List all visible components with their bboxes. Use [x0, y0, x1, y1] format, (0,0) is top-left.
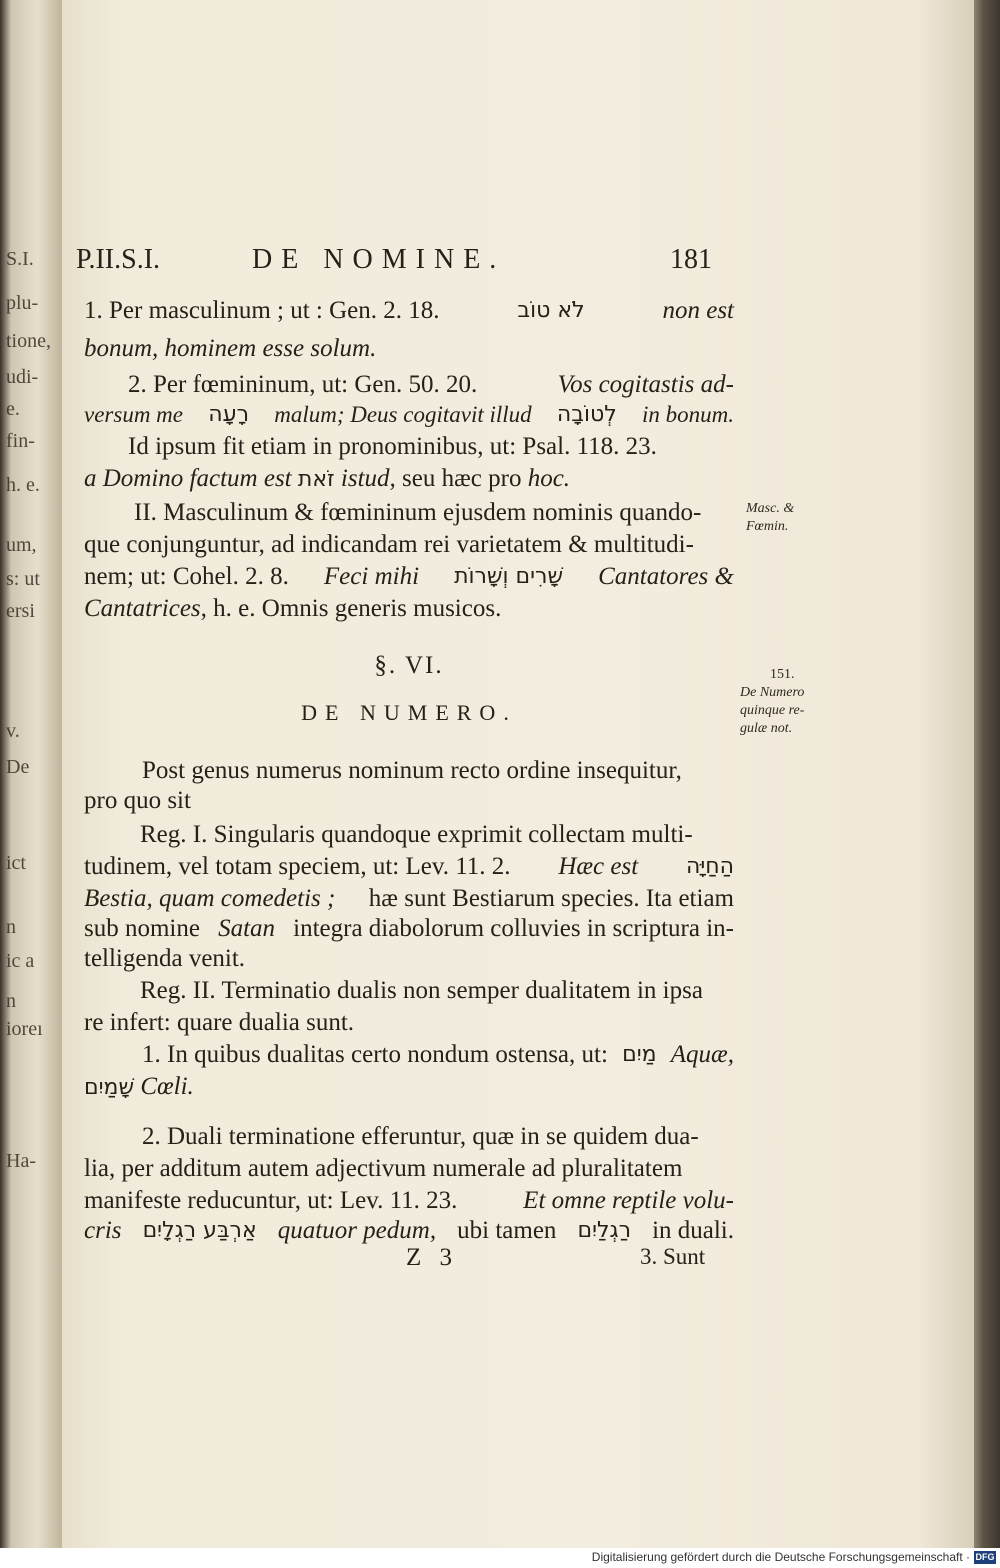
margin-note: [740, 666, 830, 738]
hebrew-text: שָׁרִים וְשָׁרוֹת: [454, 564, 564, 589]
hebrew-text: מַיִם: [622, 1042, 657, 1067]
hebrew-text: אַרְבַּע רַגְלָיִם: [142, 1218, 257, 1243]
text-line: [84, 820, 734, 850]
text-segment: telligenda venit.: [84, 945, 246, 972]
italic-text: Et omne reptile volu-: [523, 1187, 734, 1214]
margin-note-line: De Numero: [740, 685, 805, 700]
text-segment: II. Masculinum & fœmininum ejusdem nominis quando-: [134, 499, 702, 526]
text-line: [84, 1154, 734, 1184]
italic-text: Cantatores &: [598, 563, 734, 590]
text-line: [84, 498, 734, 528]
italic-text: versum me: [84, 402, 183, 427]
left-fragment: fin-: [6, 430, 35, 452]
italic-text: hoc.: [527, 465, 571, 492]
left-fragment: udi-: [6, 366, 39, 388]
text-segment: Post genus numerus nominum recto ordine insequitur,: [142, 757, 682, 784]
left-fragment: n: [6, 916, 16, 938]
text-segment: manifeste reducuntur, ut: Lev. 11. 23.: [84, 1187, 458, 1214]
text-segment: Reg. I. Singularis quandoque exprimit collectam multi-: [140, 821, 693, 848]
hebrew-text: רָעָה: [208, 402, 249, 427]
text-segment: 1. In quibus dualitas certo nondum ostensa, ut:: [142, 1041, 608, 1068]
footer-text: Digitalisierung gefördert durch die Deutsche Forschungsgemeinschaft ·: [591, 1550, 970, 1564]
text-segment: sub nomine: [84, 915, 200, 942]
text-segment: h. e. Omnis generis musicos.: [213, 595, 502, 622]
text-line: [84, 756, 734, 786]
italic-text: quatuor pedum,: [277, 1217, 437, 1244]
text-segment: integra diabolorum colluvies in scriptura in-: [293, 915, 734, 942]
text-line: [84, 786, 734, 816]
left-fragment: ersi: [6, 600, 35, 622]
text-segment: que conjunguntur, ad indicandam rei varietatem & multitudi-: [84, 531, 694, 558]
text-line: [84, 562, 734, 592]
left-fragment: e.: [6, 398, 20, 420]
digitization-footer: [0, 1548, 1000, 1568]
section-heading: DE NUMERO.: [301, 700, 517, 725]
left-fragment: h. e.: [6, 474, 40, 496]
left-fragment: n: [6, 990, 16, 1012]
italic-text: istud,: [340, 465, 396, 492]
section-number: §. VI.: [374, 652, 444, 679]
text-line: [84, 976, 734, 1006]
hebrew-text: זֹאת: [297, 467, 335, 492]
italic-text: Cœli.: [140, 1073, 194, 1100]
text-segment: 2. Per fœmininum, ut: Gen. 50. 20.: [128, 371, 478, 398]
right-page-edge: [974, 0, 1000, 1568]
italic-text: Hæc est: [558, 853, 639, 880]
text-line: [84, 1040, 734, 1070]
text-line: [84, 852, 734, 882]
italic-text: Vos cogitastis ad-: [557, 371, 734, 398]
text-line: [84, 530, 734, 560]
left-fragment: v.: [6, 720, 20, 742]
text-line: [84, 1216, 734, 1246]
text-segment: ubi tamen: [457, 1217, 557, 1244]
catchword: 3. Sunt: [640, 1244, 706, 1269]
italic-text: cris: [84, 1217, 122, 1244]
left-fragment: De: [6, 756, 30, 778]
italic-text: non est: [662, 297, 734, 324]
text-line: [84, 334, 734, 364]
left-fragment: S.I.: [6, 248, 34, 270]
left-fragment: ict: [6, 852, 26, 874]
text-segment: 1. Per masculinum ; ut : Gen. 2. 18.: [84, 297, 440, 324]
text-segment: pro quo sit: [84, 787, 191, 814]
hebrew-text: הַחַיָּה: [685, 854, 734, 879]
dfg-logo-icon: DFG: [975, 1552, 995, 1562]
text-line: [84, 884, 734, 914]
running-header: [76, 244, 726, 280]
text-line: [84, 1122, 734, 1152]
hebrew-text: לֹא טוֹב: [517, 298, 585, 323]
left-page-edge: [0, 0, 62, 1568]
hebrew-text: שָׁמַיִם: [84, 1075, 135, 1100]
margin-note: [746, 500, 806, 536]
text-segment: Id ipsum fit etiam in pronominibus, ut: Psal. 118. 23.: [128, 433, 657, 460]
text-line: [84, 464, 734, 495]
text-segment: in duali.: [652, 1217, 734, 1244]
header-title: DE NOMINE.: [252, 244, 506, 275]
italic-text: a Domino factum est: [84, 465, 292, 492]
signature-mark: Z 3: [406, 1244, 459, 1271]
italic-text: Feci mihi: [323, 563, 420, 590]
text-line: [84, 944, 734, 974]
italic-text: Bestia, quam comedetis ;: [84, 885, 336, 912]
text-line: [84, 400, 734, 430]
left-fragment: Ha-: [6, 1150, 36, 1172]
italic-text: in bonum.: [641, 402, 734, 427]
text-line: [84, 370, 734, 400]
text-segment: Reg. II. Terminatio dualis non semper dualitatem in ipsa: [140, 977, 703, 1004]
italic-text: Cantatrices,: [84, 595, 207, 622]
left-fragment: plu-: [6, 292, 39, 314]
text-segment: nem; ut: Cohel. 2. 8.: [84, 563, 289, 590]
hebrew-text: לְטוֹבָה: [556, 402, 617, 427]
left-fragment: tione,: [6, 330, 51, 352]
italic-text: Satan: [218, 915, 276, 942]
page-number: 181: [670, 244, 712, 275]
left-fragment: ic a: [6, 950, 35, 972]
text-line: [84, 1072, 734, 1103]
left-fragment: ioreı: [6, 1018, 43, 1040]
left-fragment: um,: [6, 534, 37, 556]
text-line: [84, 432, 734, 462]
margin-note-line: quinque re-: [740, 703, 805, 718]
text-segment: hæ sunt Bestiarum species. Ita etiam: [368, 885, 734, 912]
text-segment: seu hæc pro: [402, 465, 522, 492]
header-part-section: P.II.S.I.: [76, 244, 161, 275]
margin-note-line: gulæ not.: [740, 721, 793, 736]
hebrew-text: רַגְלַיִם: [577, 1218, 631, 1243]
text-line: [84, 1008, 734, 1038]
text-line: [84, 296, 734, 326]
margin-note-line: Fœmin.: [746, 519, 789, 534]
left-fragment: s: ut: [6, 568, 40, 590]
text-segment: lia, per additum autem adjectivum numerale ad pluralitatem: [84, 1155, 683, 1182]
italic-text: bonum, hominem esse solum.: [84, 335, 377, 362]
italic-text: malum; Deus cogitavit illud: [274, 402, 532, 427]
text-segment: tudinem, vel totam speciem, ut: Lev. 11. 2.: [84, 853, 511, 880]
margin-note-line: Masc. &: [746, 501, 795, 516]
text-line: [84, 594, 734, 624]
text-segment: 2. Duali terminatione efferuntur, quæ in se quidem dua-: [142, 1123, 699, 1150]
margin-note-number: 151.: [770, 667, 795, 682]
italic-text: Aquæ,: [670, 1041, 734, 1068]
text-segment: re infert: quare dualia sunt.: [84, 1009, 355, 1036]
text-line: [84, 914, 734, 944]
text-line: [84, 1186, 734, 1216]
